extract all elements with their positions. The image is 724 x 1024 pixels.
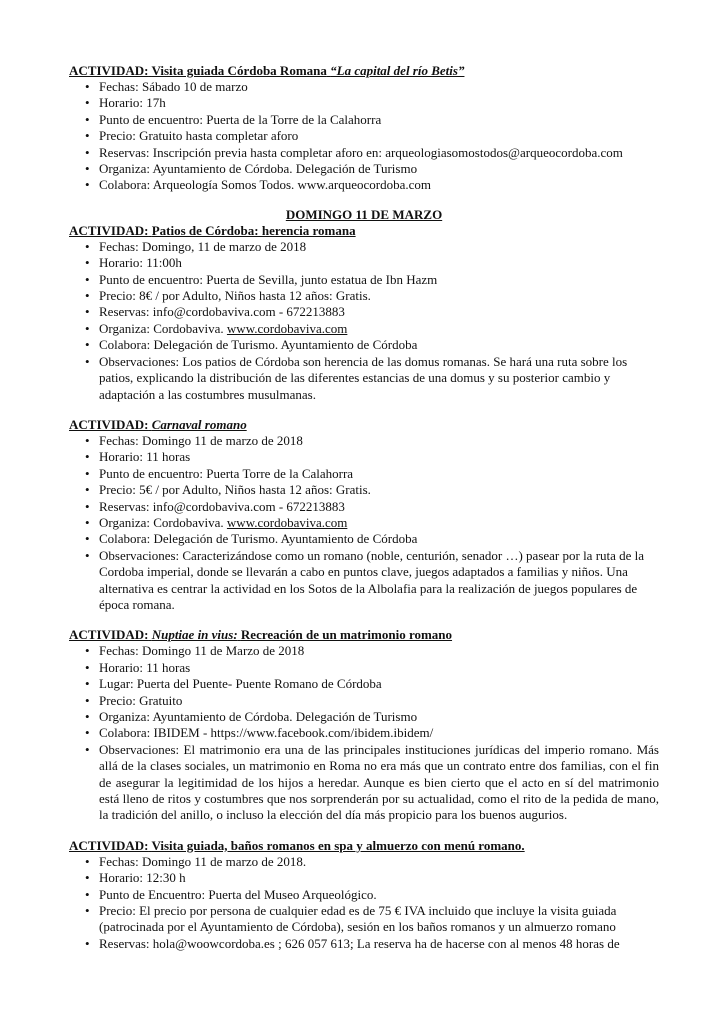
list-item: • Colabora: IBIDEM - https://www.facebook.com/ibidem.ibidem/ [69, 725, 659, 741]
list-item: • Punto de encuentro: Puerta de la Torre de la Calahorra [69, 112, 659, 128]
list-item: • Fechas: Domingo 11 de Marzo de 2018 [69, 643, 659, 659]
list-item: • Horario: 12:30 h [69, 870, 659, 886]
list-item: • Horario: 11 horas [69, 660, 659, 676]
list-item: • Punto de Encuentro: Puerta del Museo Arqueológico. [69, 887, 659, 903]
activity-title: ACTIVIDAD: Visita guiada, baños romanos en spa y almuerzo con menú romano. [69, 837, 525, 853]
activity-visita-cordoba-romana [69, 63, 659, 194]
list-item: • Punto de encuentro: Puerta de Sevilla, junto estatua de Ibn Hazm [69, 272, 659, 288]
activity-details-list [69, 79, 659, 194]
list-item-observaciones: • Observaciones: El matrimonio era una de las principales instituciones jurídicas del imperio romano. Más allá de la clases sociales, un matrimonio en Roma no era más que un contrato entre dos familias, con el fin de asegurar la legitimidad de los hijos a heredar. Aunque es bien cierto que el acto en sí del matrimonio está lleno de ritos y costumbres que nos sorprenderán por su actualidad, como el rito de la pedida de mano, la tradición del anillo, o incluso la elección del día más propicio para los buenos augurios. [69, 742, 659, 824]
list-item: • Colabora: Arqueología Somos Todos. www.arqueocordoba.com [69, 177, 659, 193]
activity-patios-cordoba [69, 223, 659, 403]
list-item: • Organiza: Cordobaviva. www.cordobaviva.com [69, 515, 659, 531]
activity-details-list [69, 854, 659, 952]
list-item: • Colabora: Delegación de Turismo. Ayuntamiento de Córdoba [69, 531, 659, 547]
list-item: • Reservas: info@cordobaviva.com - 672213883 [69, 304, 659, 320]
list-item: • Fechas: Sábado 10 de marzo [69, 79, 659, 95]
list-item: • Horario: 11:00h [69, 255, 659, 271]
document-page [69, 63, 659, 952]
list-item: • Horario: 17h [69, 95, 659, 111]
day-heading: DOMINGO 11 DE MARZO [285, 206, 443, 222]
activity-banos-romanos [69, 838, 659, 952]
list-item-observaciones: • Observaciones: Los patios de Córdoba son herencia de las domus romanas. Se hará una ruta sobre los patios, explicando la distribución de las diferentes estancias de una domus y su posterior cambio y adaptación a las costumbres musulmanas. [69, 354, 659, 403]
list-item: • Colabora: Delegación de Turismo. Ayuntamiento de Córdoba [69, 337, 659, 353]
activity-title: ACTIVIDAD: Patios de Córdoba: herencia romana [69, 222, 356, 238]
list-item: • Fechas: Domingo, 11 de marzo de 2018 [69, 239, 659, 255]
list-item: • Lugar: Puerta del Puente- Puente Romano de Córdoba [69, 676, 659, 692]
list-item: • Precio: Gratuito [69, 693, 659, 709]
activity-carnaval-romano [69, 417, 659, 613]
list-item-observaciones: • Observaciones: Caracterizándose como un romano (noble, centurión, senador …) pasear por la ruta de la Cordoba imperial, donde se llevarán a cabo en puntos clave, juegos adaptados a familias y niños. Una alternativa es centrar la actividad en los Sotos de la Albolafia para la realización de juegos populares de época romana. [69, 548, 659, 614]
activity-nuptiae-in-vius [69, 627, 659, 823]
list-item: • Precio: 8€ / por Adulto, Niños hasta 12 años: Gratis. [69, 288, 659, 304]
list-item: • Punto de encuentro: Puerta Torre de la Calahorra [69, 466, 659, 482]
cordobaviva-link[interactable]: www.cordobaviva.com [226, 320, 348, 336]
activity-title: ACTIVIDAD: Visita guiada Córdoba Romana “La capital del río Betis” [69, 63, 465, 78]
list-item: • Organiza: Ayuntamiento de Córdoba. Delegación de Turismo [69, 161, 659, 177]
list-item: • Precio: 5€ / por Adulto, Niños hasta 12 años: Gratis. [69, 482, 659, 498]
activity-title: ACTIVIDAD: Carnaval romano [69, 416, 247, 432]
list-item: • Organiza: Ayuntamiento de Córdoba. Delegación de Turismo [69, 709, 659, 725]
cordobaviva-link[interactable]: www.cordobaviva.com [226, 514, 348, 530]
list-item: • Fechas: Domingo 11 de marzo de 2018. [69, 854, 659, 870]
activity-details-list [69, 643, 659, 823]
list-item: • Precio: Gratuito hasta completar aforo [69, 128, 659, 144]
activity-title: ACTIVIDAD: Nuptiae in vius: Recreación de un matrimonio romano [69, 627, 453, 643]
list-item: • Horario: 11 horas [69, 449, 659, 465]
list-item: • Reservas: info@cordobaviva.com - 672213883 [69, 499, 659, 515]
activity-details-list [69, 433, 659, 613]
list-item: • Precio: El precio por persona de cualquier edad es de 75 € IVA incluido que incluye la visita guiada (patrocinada por el Ayuntamiento de Córdoba), sesión en los baños romanos y un almuerzo romano [69, 903, 659, 936]
list-item: • Organiza: Cordobaviva. www.cordobaviva.com [69, 321, 659, 337]
activity-details-list [69, 239, 659, 403]
list-item: • Fechas: Domingo 11 de marzo de 2018 [69, 433, 659, 449]
list-item: • Reservas: Inscripción previa hasta completar aforo en: arqueologiasomostodos@arqueocordoba.com [69, 145, 659, 161]
list-item: • Reservas: hola@woowcordoba.es ; 626 057 613; La reserva ha de hacerse con al menos 48 horas de [69, 936, 659, 952]
